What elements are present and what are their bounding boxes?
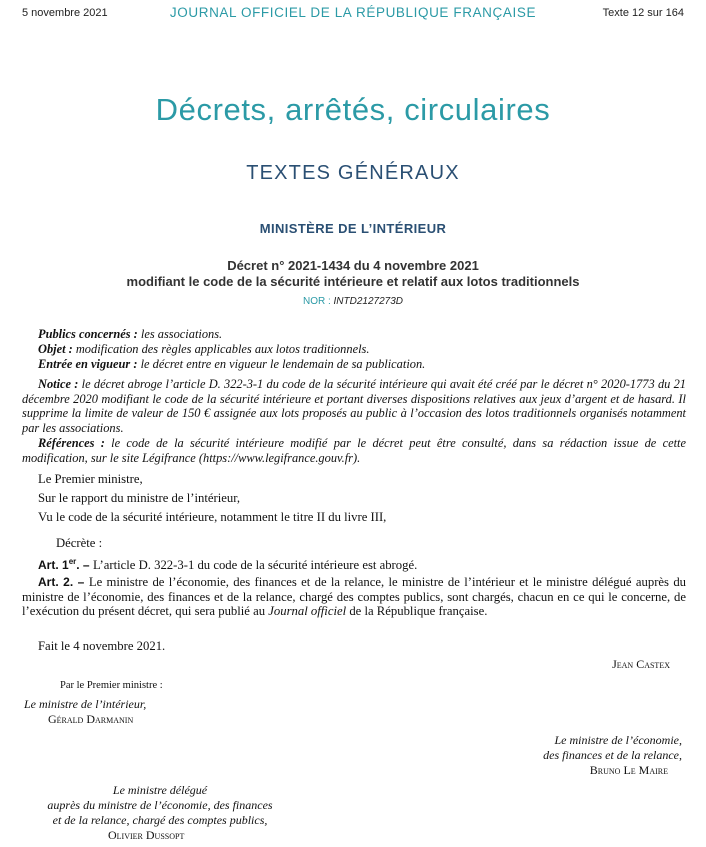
publics-text: les associations.	[137, 327, 223, 341]
article-1-label-text: Art. 1	[38, 558, 69, 572]
summary-entree	[38, 357, 686, 372]
article-2-text-b: de la République française.	[346, 604, 488, 619]
article-1-sup: er	[68, 557, 77, 566]
summary-publics	[38, 327, 686, 342]
notice-text: le décret abroge l’article D. 322-3-1 du code de la sécurité intérieure qui avait été créé par le décret n° 2020-1773 du 21 décembre 2020 modifiant le code de la sécurité intérieure et portant diverses dispositions relatives aux jeux d’argent et de hasard. Il supprime la limite de valeur de 150 € assignée aux lots proposés au public à l’occasion des lotos traditionnels organisés notamment par les associations.	[22, 377, 686, 435]
objet-label: Objet :	[38, 342, 73, 356]
section-title: Décrets, arrêtés, circulaires	[155, 92, 551, 127]
article-2	[22, 575, 686, 619]
summary-notice	[22, 377, 686, 435]
preamble-rapport: Sur le rapport du ministre de l’intérieur,	[38, 491, 241, 505]
decree-title-line1: Décret n° 2021-1434 du 4 novembre 2021	[227, 258, 479, 273]
journal-title: JOURNAL OFFICIEL DE LA RÉPUBLIQUE FRANÇAISE	[169, 5, 537, 20]
nor-code: INTD2127273D	[333, 296, 404, 307]
interieur-name: Gérald Darmanin	[48, 712, 134, 726]
preamble-premier-ministre: Le Premier ministre,	[38, 472, 143, 486]
delegue-title-2: auprès du ministre de l’économie, des finances	[47, 798, 273, 812]
article-1-label	[38, 558, 93, 572]
article-2-text-a: Le ministre de l’économie, des finances et de la relance, le ministre de l’intérieur et le ministre délégué auprès du ministre de l’économie, des finances et de la relance, chargé des comptes publics, sont chargés, chacun en ce qui le concerne, de l’exécution du présent décret, qui sera publié au	[22, 575, 687, 619]
journal-officiel-ref: Journal officiel	[268, 604, 347, 619]
eco-title-1: Le ministre de l’économie,	[554, 733, 682, 747]
delegue-name: Olivier Dussopt	[108, 828, 185, 842]
signer-prime-minister: Jean Castex	[612, 657, 670, 671]
objet-text: modification des règles applicables aux lotos traditionnels.	[72, 342, 370, 356]
article-1-text: L’article D. 322-3-1 du code de la sécurité intérieure est abrogé.	[92, 558, 418, 572]
references-text: le code de la sécurité intérieure modifié par le décret peut être consulté, dans sa rédaction issue de cette modification, sur le site Légifrance (https://www.legifrance.gouv.fr).	[22, 436, 686, 465]
header-date: 5 novembre 2021	[22, 7, 108, 19]
subsection-title: TEXTES GÉNÉRAUX	[246, 162, 460, 184]
notice-label: Notice :	[38, 377, 79, 391]
article-1-dash: . –	[76, 558, 93, 572]
nor-line	[0, 296, 706, 307]
decrete-line: Décrète :	[56, 536, 103, 550]
preamble-vu: Vu le code de la sécurité intérieure, notamment le titre II du livre III,	[38, 510, 387, 524]
delegue-title-3: et de la relance, chargé des comptes publics,	[52, 813, 268, 827]
delegue-title-1: Le ministre délégué	[112, 783, 208, 797]
eco-title-2: des finances et de la relance,	[543, 748, 682, 762]
summary-references	[22, 436, 686, 465]
summary-objet	[38, 342, 686, 357]
interieur-title: Le ministre de l’intérieur,	[24, 697, 147, 711]
entree-label: Entrée en vigueur :	[38, 357, 138, 371]
nor-label: NOR :	[302, 296, 334, 307]
ministry-heading: MINISTÈRE DE L’INTÉRIEUR	[259, 221, 447, 236]
article-2-label-text: Art. 2.	[38, 575, 74, 589]
decree-title	[0, 258, 706, 290]
entree-text: le décret entre en vigueur le lendemain de sa publication.	[137, 357, 426, 371]
header-text-count: Texte 12 sur 164	[602, 7, 684, 19]
par-le-premier-ministre: Par le Premier ministre :	[60, 680, 163, 691]
article-2-dash: –	[73, 575, 89, 589]
fait-le: Fait le 4 novembre 2021.	[38, 639, 166, 653]
references-label: Références :	[38, 436, 105, 450]
decree-title-line2: modifiant le code de la sécurité intérieure et relatif aux lotos traditionnels	[126, 274, 580, 289]
article-2-label	[38, 575, 89, 589]
eco-name: Bruno Le Maire	[589, 763, 668, 777]
article-1	[38, 555, 686, 573]
publics-label: Publics concernés :	[38, 327, 138, 341]
